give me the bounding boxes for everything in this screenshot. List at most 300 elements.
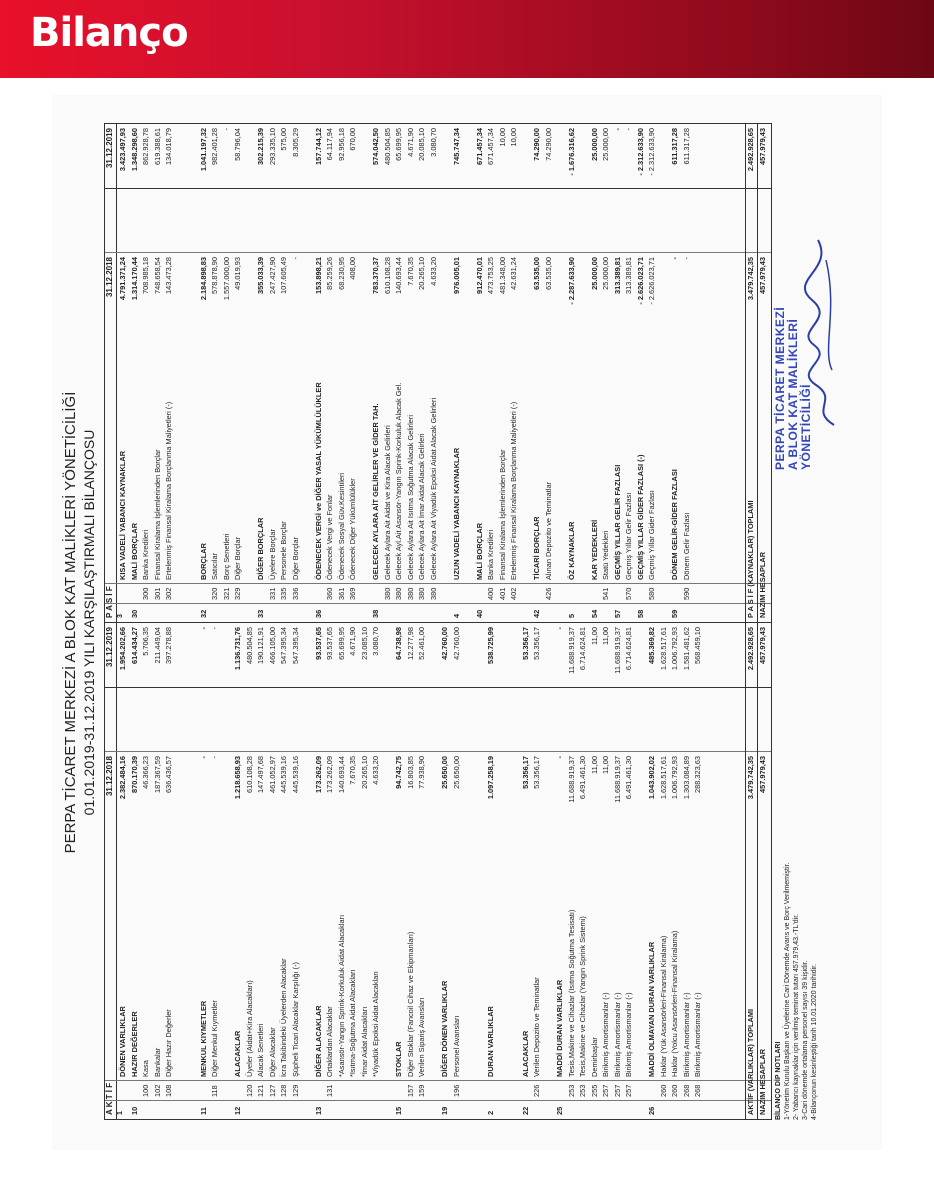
table-row (406, 124, 416, 622)
value-2019: 64.117,94 (325, 128, 334, 161)
account-code: 541 (601, 587, 610, 600)
account-label: UZUN VADELİ YABANCI KAYNAKLAR (451, 447, 461, 580)
table-row (164, 623, 174, 1119)
table-row (130, 124, 140, 622)
value-2019: 190.121,91 (256, 627, 265, 664)
account-label: Haklar (Yük Asansörleri-Finansal Kiralama) (658, 935, 668, 1077)
value-2018: 4.633,20 (428, 257, 438, 286)
account-label: MENKUL KIYMETLER (198, 1000, 208, 1077)
table-row (164, 124, 174, 622)
group-code: 5 (566, 613, 576, 618)
total-2019: 2.492.928,65 (746, 627, 755, 671)
table-row (475, 623, 485, 1119)
value-2018: 912.470,01 (474, 257, 484, 294)
account-label: Birikmiş Amortismanlar (-) (601, 992, 610, 1077)
value-2019: 611.317,28 (681, 128, 691, 165)
value-2018: 748.658,54 (152, 257, 162, 294)
group-code: 19 (440, 1106, 449, 1115)
value-2019: 619.388,61 (152, 128, 162, 165)
account-label: *İmar Aidat Alacakları (359, 1006, 369, 1077)
account-label: GEÇMİŞ YILLAR GELİR FAZLASI (612, 464, 622, 580)
table-row (521, 124, 531, 622)
account-code: 380 (428, 587, 438, 600)
value-2018: 94.742,75 (394, 756, 403, 789)
value-2019: 11,00 (601, 627, 610, 645)
table-row (555, 124, 565, 622)
account-code: 320 (210, 587, 219, 600)
total-label: AKTİF (VARLIKLAR) TOPLAMI (746, 1008, 755, 1115)
value-2019: 611.317,28 (670, 128, 679, 165)
total-2019: 2.492.928,65 (746, 128, 755, 172)
value-2019: - 2.312.633,90 (647, 128, 656, 176)
value-2019: 614.434,27 (129, 627, 139, 664)
account-label: MADDİ OLMAYAN DURAN VARLIKLAR (647, 941, 656, 1077)
total-2019: 457.979,43 (758, 128, 767, 165)
value-2019: 480.504,85 (244, 627, 254, 664)
value-2019: 671.457,34 (486, 128, 495, 165)
group-code: 13 (313, 1106, 323, 1115)
value-2019: 745.747,34 (451, 128, 461, 165)
group-code: 4 (451, 613, 461, 618)
table-row (268, 623, 278, 1119)
account-label: ALACAKLAR (520, 1030, 530, 1077)
value-2019: 1.628.517,61 (658, 627, 668, 671)
table-row (210, 623, 220, 1119)
account-label: Diğer Borçlar (233, 536, 242, 580)
value-2018: - 2.626.023,71 (635, 257, 645, 305)
table-row (337, 124, 347, 622)
table-row (314, 124, 324, 622)
account-label: Verilen Sipariş Avansları (417, 997, 426, 1077)
value-2018: 610.108,28 (244, 756, 254, 793)
table-row (256, 124, 266, 622)
value-2018: 85.259,26 (325, 257, 334, 290)
account-label: MALİ BORÇLAR (129, 522, 139, 580)
table-row (233, 623, 243, 1119)
table-row (590, 623, 600, 1119)
value-2018: 42.631,24 (509, 257, 518, 290)
account-code: 268 (681, 1084, 691, 1097)
group-code: 59 (670, 609, 679, 618)
value-2018: 63.535,00 (532, 257, 541, 290)
value-2019: 4.671,90 (405, 128, 415, 157)
pasif-label: P A S İ F (105, 586, 114, 618)
value-2019: 466.105,00 (267, 627, 277, 664)
value-2018: - (681, 257, 691, 260)
account-code: 257 (624, 1084, 633, 1097)
account-label: Demirbaşlar (589, 1037, 599, 1077)
account-code: 253 (566, 1084, 576, 1097)
table-row (141, 623, 151, 1119)
table-row (325, 623, 335, 1119)
table-row (406, 623, 416, 1119)
account-label: Ortaklardan Alacaklar (325, 1006, 334, 1077)
value-2019: 5.706,35 (141, 627, 150, 656)
account-code: 329 (233, 587, 242, 600)
account-label: Verilen Depozito ve Teminatlar (532, 977, 541, 1077)
value-2019: 485.369,82 (647, 627, 656, 664)
value-2018: 636.436,57 (164, 756, 173, 793)
aktif-group-no: 1 (117, 1111, 124, 1115)
value-2018: 153.898,21 (313, 257, 323, 294)
value-2018: 2.382.484,16 (118, 756, 127, 800)
table-row (463, 124, 473, 622)
account-code: 300 (141, 587, 150, 600)
rotated-balance-sheet (52, 95, 882, 1150)
value-2019: 3.423.497,93 (118, 128, 127, 172)
account-label: STOKLAR (394, 1041, 403, 1077)
group-code: 26 (647, 1106, 656, 1115)
signature-mark (804, 230, 844, 430)
account-label: Gelecek Aylara Ait Aidat ve Kira Alacak Gelirleri (382, 425, 392, 580)
value-2018: 63.535,00 (543, 257, 553, 290)
account-code: 336 (290, 587, 300, 600)
table-row (233, 124, 243, 622)
value-2018: - (210, 756, 219, 759)
table-row (498, 623, 508, 1119)
value-2018: 355.033,39 (256, 257, 265, 294)
value-2018: 313.389,81 (624, 257, 633, 294)
footnote-line: 1-Yönetim Kurulu Başkan ve Üyelerine Cari Dönemde Avans ve Borç Verilmemiştir. (784, 862, 791, 1120)
value-2018: 288.323,63 (693, 756, 702, 793)
value-2018: 1.097.258,19 (486, 756, 495, 800)
table-row (452, 124, 462, 622)
account-code: 321 (221, 587, 231, 600)
value-2019: 397.278,88 (164, 627, 173, 664)
value-2018: 20.265,10 (417, 257, 426, 290)
account-label: Ödenecek Sosyal Güv.Kesintileri (336, 472, 346, 580)
value-2019: 6.714.624,81 (578, 627, 587, 671)
table-row (601, 124, 611, 622)
table-row (187, 623, 197, 1119)
scanned-document (52, 95, 882, 1150)
value-2019: 65.699,95 (394, 128, 403, 161)
account-label: MALİ BORÇLAR (474, 522, 484, 580)
value-2018: 143.473,28 (164, 257, 173, 294)
value-2018: 6.491.461,30 (624, 756, 633, 800)
table-row (360, 124, 370, 622)
account-label: DÖNEN VARLIKLAR (118, 1006, 127, 1077)
value-2018: 20.265,10 (359, 756, 369, 789)
table-row (601, 623, 611, 1119)
table-row (348, 623, 358, 1119)
value-2018: 49.019,93 (233, 257, 242, 290)
account-code: 400 (486, 587, 495, 600)
value-2019: 93.537,65 (313, 627, 323, 660)
footnotes (774, 863, 819, 1120)
value-2018: 11.688.919,37 (566, 756, 576, 803)
table-row (636, 124, 646, 622)
account-label: Diğer Alacaklar (267, 1027, 277, 1077)
account-label: Ödenecek Vergi ve Fonlar (325, 494, 334, 580)
company-stamp (774, 260, 866, 470)
account-label: Gelecek Ayl.Ait Asansör-Yangın Sprink-Korkuluk Alacak Gel. (394, 382, 403, 580)
value-2018: 4.633,20 (371, 756, 380, 785)
value-2018: 247.427,90 (267, 257, 277, 294)
account-label: Banka Kredileri (486, 529, 495, 580)
account-label: Birikmiş Amortismanlar (-) (681, 992, 691, 1077)
document-title: PERPA TİCARET MERKEZİ A BLOK KAT MALİKLERİ YÖNETİCİLİĞİ (62, 391, 79, 854)
total-row (757, 623, 768, 1119)
account-code: 127 (267, 1084, 277, 1097)
table-row (222, 124, 232, 622)
value-2018: 16.803,85 (405, 756, 415, 789)
table-row (199, 124, 209, 622)
value-2019: 65.699,95 (336, 627, 346, 660)
account-code: 131 (325, 1084, 334, 1097)
total-2018: 3.479.742,35 (746, 257, 755, 301)
value-2018: 173.262,09 (313, 756, 323, 793)
group-code: 15 (394, 1106, 403, 1115)
stamp-line: PERPA TİCARET MERKEZİ (773, 306, 787, 470)
footnote-line: 2- Yabancı kaynaklar için verilmiş teminat tutarı 457.979,43.-TL'dir. (793, 913, 800, 1120)
footnote-line: 4-Bilançonun kesinleştiği tarih 10.01.2020 tarihidir. (811, 963, 818, 1120)
account-label: Tesis,Makine ve Cihazlar (Yangın Sprink Sistemi) (578, 916, 587, 1077)
total-row (757, 124, 768, 622)
account-label: GELECEK AYLARA AİT GELİRLER VE GİDER TAH. (371, 403, 380, 580)
value-2019: 1.954.202,66 (118, 627, 127, 671)
account-label: GEÇMİŞ YILLAR GİDER FAZLASI (-) (635, 454, 645, 580)
aktif-column (105, 622, 771, 1119)
value-2018: 1.043.902,02 (647, 756, 656, 800)
value-2019: 547.395,34 (279, 627, 288, 664)
footnote-line: 3-Cari dönemde ortalama personel sayısı 39 kişidir. (802, 960, 809, 1120)
account-code: 157 (405, 1084, 415, 1097)
value-2019: 982.401,28 (210, 128, 219, 165)
table-row (383, 124, 393, 622)
value-2018: 610.108,28 (382, 257, 392, 294)
value-2019: 293.335,10 (267, 128, 277, 165)
value-2019: - (210, 627, 219, 630)
value-2018: 7.670,35 (405, 257, 415, 286)
value-2019: 862.928,78 (141, 128, 150, 165)
value-2018: 25.650,00 (440, 756, 449, 789)
total-row (745, 124, 756, 622)
value-2019: 134.018,79 (164, 128, 173, 165)
account-label: Üyelere Borçlar (267, 529, 277, 580)
value-2019: 10,00 (497, 128, 507, 147)
account-label: DİĞER DÖNEN VARLIKLAR (440, 980, 449, 1077)
account-code: 159 (417, 1084, 426, 1097)
table-row (429, 124, 439, 622)
aktif-year-2019: 31.12.2019 (105, 627, 114, 668)
account-label: Dönem Gelir Fazlası (681, 512, 691, 580)
stamp-line: A BLOK KAT MALİKLERİ (786, 318, 800, 470)
table-row (486, 124, 496, 622)
group-code: 58 (635, 609, 645, 618)
value-2019: 670,00 (348, 128, 357, 151)
value-2018: 53.356,17 (532, 756, 541, 789)
account-code: 426 (543, 587, 553, 600)
account-code: 268 (693, 1084, 702, 1097)
table-row (291, 124, 301, 622)
value-2019: 11.688.919,37 (566, 627, 576, 674)
table-row (498, 124, 508, 622)
value-2018: 4.791.371,24 (118, 257, 127, 301)
table-row (279, 623, 289, 1119)
value-2019: 157.744,12 (313, 128, 323, 165)
value-2018: 445.539,16 (279, 756, 288, 793)
table-row (578, 623, 588, 1119)
group-code: 42 (532, 609, 541, 618)
table-row (337, 623, 347, 1119)
table-row (578, 124, 588, 622)
table-row (187, 124, 197, 622)
table-row (383, 623, 393, 1119)
account-label: BORÇLAR (198, 543, 208, 580)
account-label: Ödenecek Diğer Yükümlülükler (348, 478, 357, 580)
value-2019: 1.581.481,62 (681, 627, 691, 671)
table-row (176, 623, 186, 1119)
account-label: KISA VADELİ YABANCI KAYNAKLAR (118, 450, 127, 580)
value-2019: 1.348.298,60 (129, 128, 139, 172)
value-2019: - (221, 128, 231, 131)
account-code: 369 (348, 587, 357, 600)
account-code: 128 (279, 1084, 288, 1097)
table-row (130, 623, 140, 1119)
value-2019: 25.000,00 (601, 128, 610, 161)
value-2018: - (290, 257, 300, 260)
value-2018: 11,00 (589, 756, 599, 774)
value-2019: 575,00 (279, 128, 288, 151)
value-2019: 92.956,18 (336, 128, 346, 161)
value-2018: 783.370,37 (371, 257, 380, 294)
account-code: 196 (451, 1084, 461, 1097)
table-row (452, 623, 462, 1119)
value-2019: 547.395,34 (290, 627, 300, 664)
group-code: 2 (486, 1110, 495, 1115)
table-row (693, 623, 703, 1119)
value-2019: 11.688.919,37 (612, 627, 622, 674)
value-2018: 11,00 (601, 756, 610, 774)
value-2019: 10,00 (509, 128, 518, 147)
account-code: 335 (279, 587, 288, 600)
account-code: 118 (210, 1085, 219, 1097)
value-2018: 313.389,81 (612, 257, 622, 294)
value-2019: - (198, 627, 208, 630)
account-label: Alınan Depozito ve Teminatlar (543, 481, 553, 580)
account-code: 100 (141, 1084, 150, 1097)
total-2018: 457.979,43 (758, 257, 767, 294)
table-row (118, 623, 128, 1119)
total-2018: 457.979,43 (758, 756, 767, 793)
table-row (302, 623, 312, 1119)
value-2018: 53.356,17 (520, 756, 530, 789)
account-label: ÖDENECEK VERGİ ve DİĞER YASAL YÜKÜMLÜLÜKLER (313, 382, 323, 580)
value-2018: 1.314.170,44 (129, 257, 139, 301)
value-2018: 46.366,23 (141, 756, 150, 789)
account-label: DÖNEM GELİR-GİDER FAZLASI (670, 469, 679, 580)
total-2018: 3.479.742,35 (746, 756, 755, 800)
table-row (636, 623, 646, 1119)
group-code: 22 (520, 1106, 530, 1115)
value-2018: - 2.287.633,90 (566, 257, 576, 305)
table-row (314, 623, 324, 1119)
account-label: Ertelenmiş Finansal Kiralama Borçlanma Maliyetleri (-) (509, 401, 518, 580)
value-2019: - 1.676.316,62 (566, 128, 576, 176)
account-code: 402 (509, 587, 518, 600)
table-row (486, 623, 496, 1119)
account-label: Tesis,Makine ve Cihazlar (Isıtma Soğutma Tesisatı) (566, 909, 576, 1077)
account-label: DİĞER BORÇLAR (256, 517, 265, 580)
account-label: Alacak Senetleri (256, 1023, 265, 1077)
document-subtitle: 01.01.2019-31.12.2019 YILI KARŞILAŞTIRMALI BİLANÇOSU (81, 429, 97, 816)
value-2019: 53.356,17 (520, 627, 530, 660)
account-code: 570 (624, 587, 633, 600)
account-label: HAZIR DEĞERLER (129, 1011, 139, 1077)
table-row (440, 124, 450, 622)
value-2019: 671.457,34 (474, 128, 484, 165)
value-2019: 12.277,98 (405, 627, 415, 660)
table-row (141, 124, 151, 622)
account-label: MADDİ DURAN VARLIKLAR (555, 979, 564, 1077)
value-2018: 870.170,39 (129, 756, 139, 793)
table-row (325, 124, 335, 622)
account-code: 121 (256, 1084, 265, 1097)
table-row (429, 623, 439, 1119)
account-label: KAR YEDEKLERİ (589, 519, 599, 580)
account-label: Üyeler (Aidat+Kira Alacakları) (244, 980, 254, 1077)
value-2018: 6.491.461,30 (578, 756, 587, 800)
aktif-label: A K T İ F (105, 1082, 114, 1115)
account-code: 120 (244, 1084, 254, 1097)
table-row (567, 124, 577, 622)
table-row (521, 623, 531, 1119)
pasif-column (105, 124, 771, 622)
account-code: 260 (670, 1084, 679, 1097)
group-code: 12 (233, 1106, 242, 1115)
table-row (532, 623, 542, 1119)
value-2019: 74.290,00 (543, 128, 553, 161)
pasif-year-2019: 31.12.2019 (105, 128, 114, 169)
group-code: 25 (555, 1106, 564, 1115)
value-2018: - (198, 756, 208, 759)
account-code: 331 (267, 587, 277, 600)
account-code: 257 (612, 1084, 622, 1097)
value-2018: 147.497,68 (256, 756, 265, 793)
account-label: Gelecek Aylara Ait Isıtma Soğutma Alacak Gelirleri (405, 415, 415, 580)
table-row (394, 623, 404, 1119)
account-label: TİCARİ BORÇLAR (532, 516, 541, 580)
table-row (371, 623, 381, 1119)
balance-table (104, 123, 772, 1120)
account-code: 301 (152, 587, 162, 600)
value-2018: 1.006.792,93 (670, 756, 679, 800)
pasif-group-no: 3 (117, 614, 124, 618)
table-row (176, 124, 186, 622)
table-row (153, 124, 163, 622)
table-row (245, 124, 255, 622)
account-label: Finansal Kiralama İşlemlerinden Borçlar (497, 449, 507, 580)
value-2019: 574.042,50 (371, 128, 380, 165)
account-label: Bankalar (152, 1047, 162, 1077)
account-code: 580 (647, 587, 656, 600)
group-code: 38 (371, 609, 380, 618)
value-2019: 42.760,00 (451, 627, 461, 660)
value-2019: - (612, 128, 622, 131)
value-2018: 25.650,00 (451, 756, 461, 789)
value-2019: 42.760,00 (440, 627, 449, 660)
group-code: 11 (198, 1107, 208, 1115)
account-label: *Asansör-Yangın Sprink-Korkuluk Aidat Alacakları (336, 914, 346, 1077)
table-row (371, 124, 381, 622)
table-row (509, 623, 519, 1119)
value-2019: 1.006.792,93 (670, 627, 679, 671)
value-2018: 25.000,00 (601, 257, 610, 290)
group-code: 30 (129, 609, 139, 618)
table-row (417, 124, 427, 622)
pasif-year-2018: 31.12.2018 (105, 257, 114, 298)
